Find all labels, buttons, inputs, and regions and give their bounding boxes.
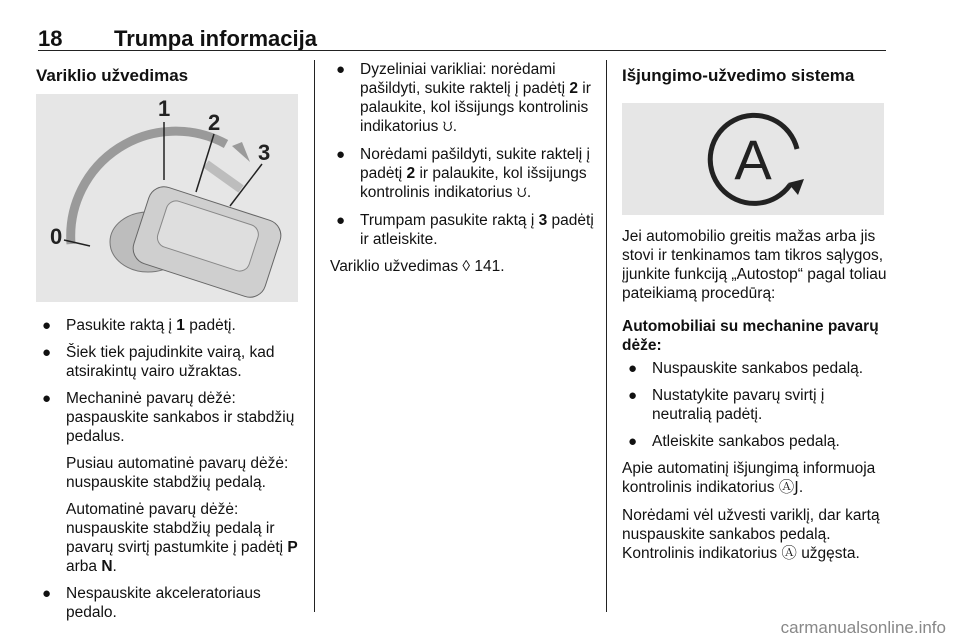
sub-paragraph: Automatinė pavarų dėžė: nuspauskite stabdžių pedalą ir pavarų svirtį pastumkite į padėtį P arba N. — [66, 501, 298, 575]
column-divider-2 — [606, 60, 607, 612]
autostop-letter: A — [734, 128, 772, 191]
column-3 — [622, 60, 888, 572]
column-2 — [330, 60, 596, 285]
cross-reference: Variklio užvedimas ◊ 141. — [330, 258, 505, 275]
paragraph: Jei automobilio greitis mažas arba jis stovi ir tenkinamos tam tikros sąlygos, įjunkite funkciją „Autostop“ pagal toliau pateikiamą procedūrą: — [622, 228, 887, 302]
watermark: carmanualsonline.info — [780, 618, 946, 637]
position-label-1: 1 — [158, 96, 171, 121]
list-item: ● Dyzeliniai varikliai: norėdami pašildyti, sukite raktelį į padėtį 2 ir palaukite, kol išsijungs kontrolinis indikatorius ᙀ. — [336, 61, 591, 135]
column-1 — [36, 60, 298, 630]
autostop-figure — [622, 103, 884, 215]
paragraph: Norėdami vėl užvesti variklį, dar kartą nuspauskite sankabos pedalą. Kontrolinis indikatorius Ⓐ užgęsta. — [622, 507, 880, 562]
list-item: ● Šiek tiek pajudinkite vairą, kad atsirakintų vairo užraktas. — [42, 344, 275, 380]
list-item: ● Pasukite raktą į 1 padėtį. — [42, 317, 236, 334]
page-number: 18 — [38, 26, 63, 51]
column-divider-1 — [314, 60, 315, 612]
sub-paragraph: Pusiau automatinė pavarų dėžė: nuspauskite stabdžių pedalą. — [66, 455, 289, 491]
header-rule — [38, 50, 886, 51]
page-header — [38, 26, 886, 52]
glow-plug-icon: ᙀ — [516, 186, 527, 201]
list-item: ● Nuspauskite sankabos pedalą. — [628, 360, 864, 377]
position-label-0: 0 — [50, 224, 63, 249]
position-label-3: 3 — [258, 140, 271, 165]
list-item: ● Mechaninė pavarų dėžė: paspauskite sankabos ir stabdžių pedalus. Pusiau automatinė pavarų dėžė: nuspauskite stabdžių pedalą. Automatinė pavarų dėžė: nuspauskite stabdžių pedalą ir pavarų svirtį pastumkite į padėtį P arba N. — [42, 390, 298, 575]
page-title: Trumpa informacija — [114, 26, 317, 51]
ignition-key-illustration — [36, 94, 298, 302]
position-label-2: 2 — [208, 110, 221, 135]
manual-gearbox-steps — [622, 359, 888, 451]
section-heading-stop-start: Išjungimo-užvedimo sistema — [622, 66, 855, 85]
subheading: Automobiliai su mechanine pavarų dėže: — [622, 318, 879, 354]
ignition-key-figure — [36, 94, 298, 302]
section-heading-engine-start: Variklio užvedimas — [36, 66, 189, 85]
autostop-icon — [622, 103, 884, 215]
engine-start-steps — [36, 316, 298, 622]
list-item: ● Nespauskite akceleratoriaus pedalo. — [42, 585, 261, 621]
list-item: ● Trumpam pasukite raktą į 3 padėtį ir atleiskite. — [336, 212, 594, 248]
list-item: ● Norėdami pašildyti, sukite raktelį į padėtį 2 ir palaukite, kol išsijungs kontrolinis indikatorius ᙀ. — [336, 146, 591, 201]
glow-plug-icon: ᙀ — [442, 120, 453, 135]
list-item: ● Nustatykite pavarų svirtį į neutralią padėtį. — [628, 387, 825, 423]
paragraph: Apie automatinį išjungimą informuoja kontrolinis indikatorius ⒶͿ. — [622, 460, 876, 496]
diesel-steps — [330, 60, 596, 249]
list-item: ● Atleiskite sankabos pedalą. — [628, 433, 840, 450]
